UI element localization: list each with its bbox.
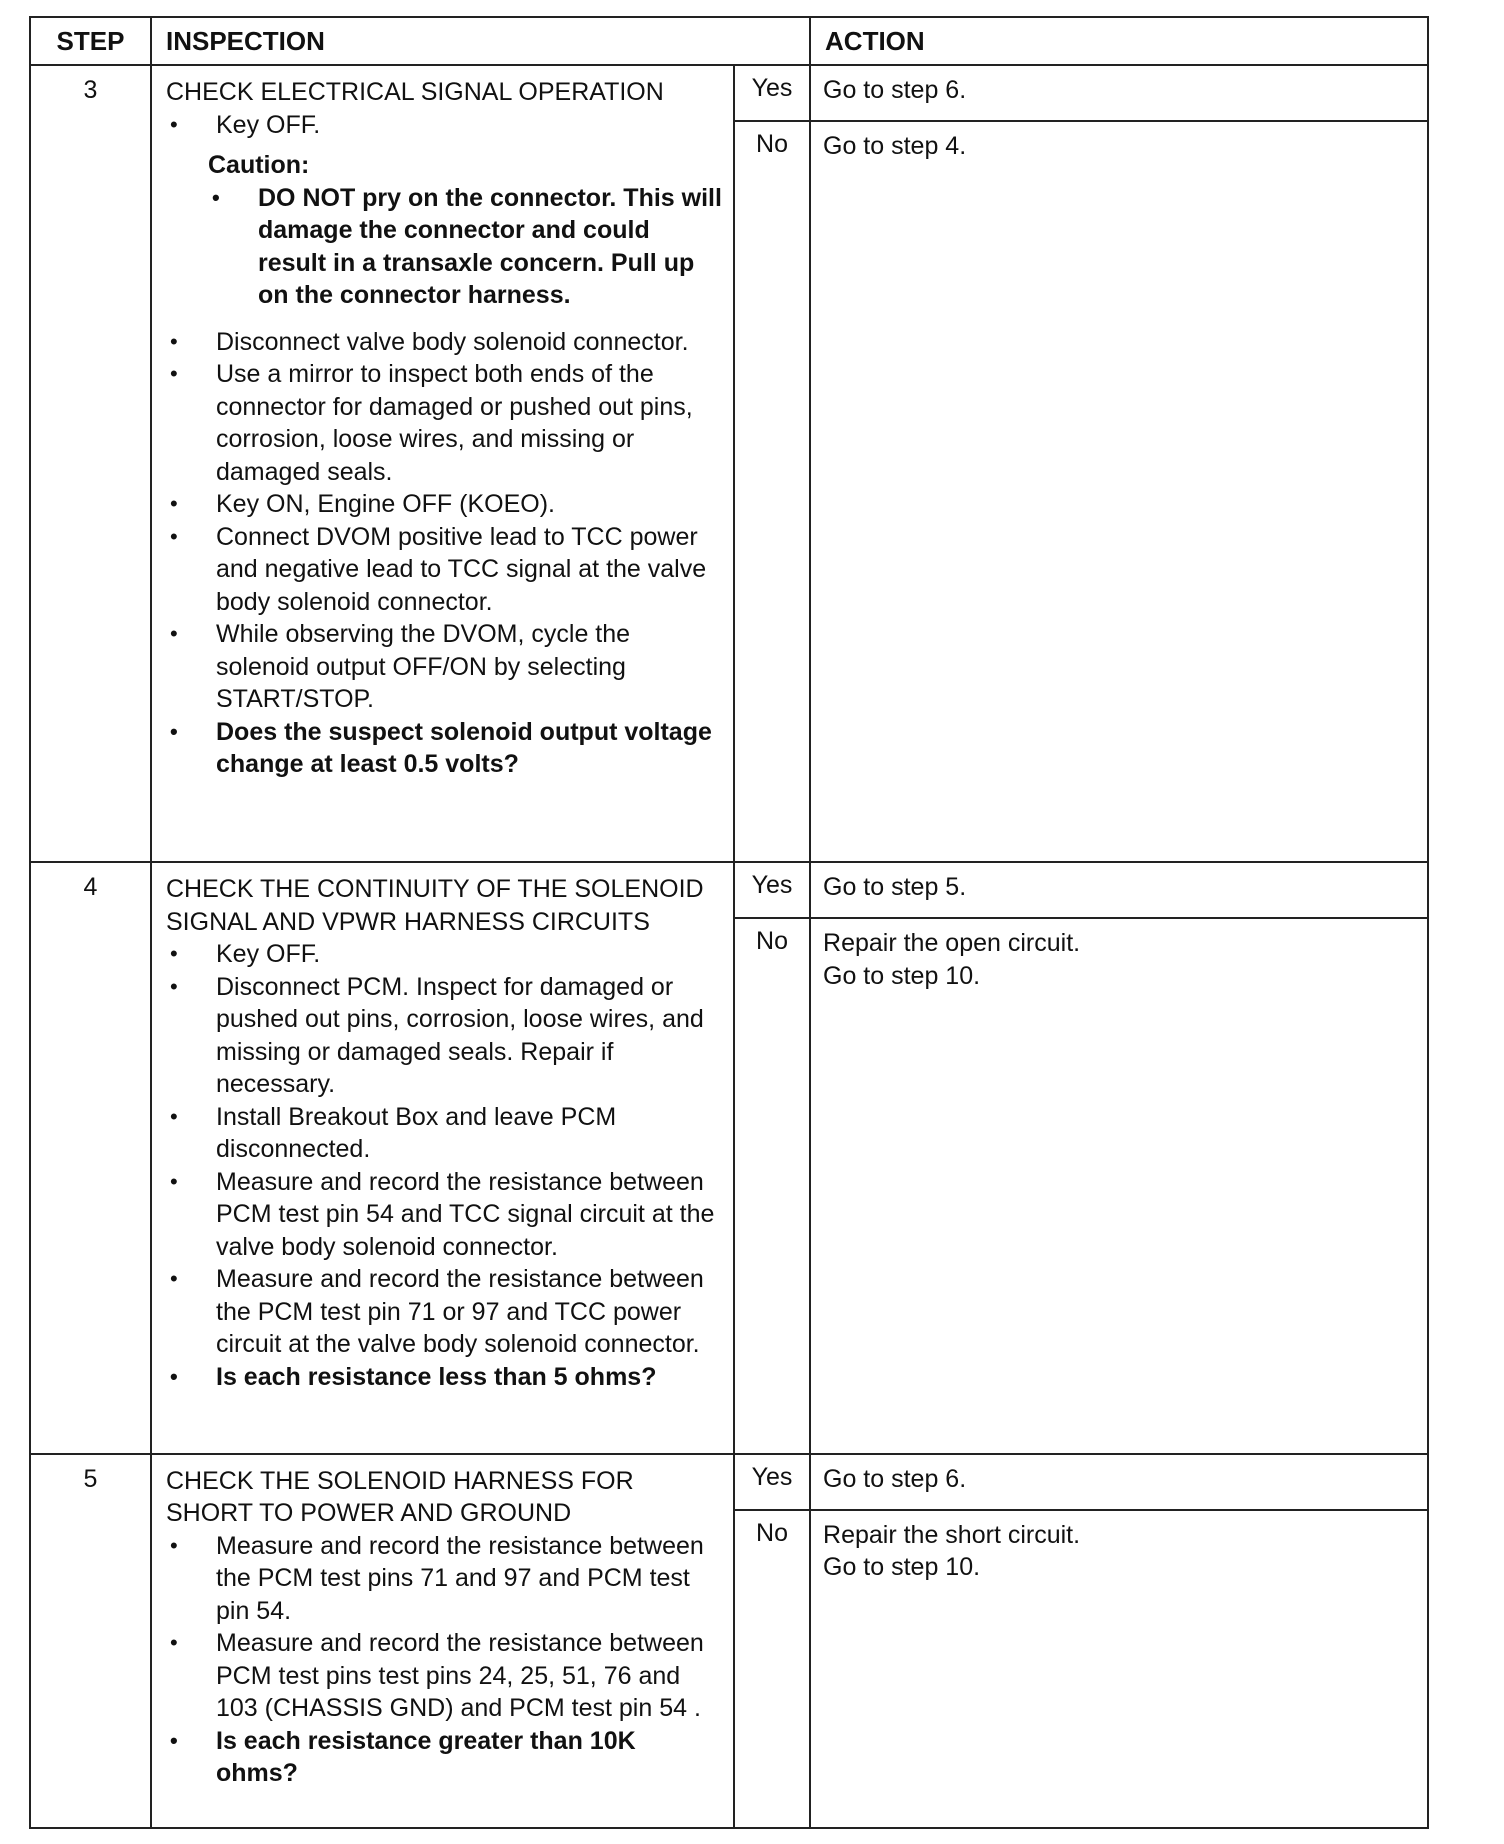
no-label: No bbox=[734, 121, 810, 862]
no-action bbox=[810, 1510, 1428, 1828]
bullet-list bbox=[166, 938, 723, 1393]
step-number: 3 bbox=[30, 65, 151, 862]
table-row bbox=[30, 1454, 1428, 1510]
inspection-title: CHECK THE SOLENOID HARNESS FOR SHORT TO POWER AND GROUND bbox=[166, 1466, 634, 1528]
inspection-cell bbox=[151, 1454, 734, 1828]
list-item: • Measure and record the resistance between PCM test pin 54 and TCC signal circuit at the valve body solenoid connector. bbox=[166, 1166, 723, 1264]
list-item: • While observing the DVOM, cycle the solenoid output OFF/ON by selecting START/STOP. bbox=[166, 618, 723, 716]
list-item: • Measure and record the resistance between PCM test pins test pins 24, 25, 51, 76 and 103 (CHASSIS GND) and PCM test pin 54 . bbox=[166, 1627, 723, 1725]
bullet-list bbox=[166, 326, 723, 781]
header-step: STEP bbox=[30, 17, 151, 65]
yes-label: Yes bbox=[734, 1454, 810, 1510]
yes-action: Go to step 6. bbox=[810, 1454, 1428, 1510]
header-row bbox=[30, 17, 1428, 65]
list-item: • Disconnect PCM. Inspect for damaged or pushed out pins, corrosion, loose wires, and missing or damaged seals. Repair if necessary. bbox=[166, 971, 723, 1101]
list-item: • Disconnect valve body solenoid connector. bbox=[166, 326, 723, 359]
action-line: Go to step 10. bbox=[823, 1553, 981, 1582]
question: • Does the suspect solenoid output voltage change at least 0.5 volts? bbox=[166, 716, 723, 781]
list-item: • Measure and record the resistance between the PCM test pin 71 or 97 and TCC power circuit at the valve body solenoid connector. bbox=[166, 1263, 723, 1361]
list-item: • Key OFF. bbox=[166, 109, 723, 142]
diagnostic-table bbox=[29, 16, 1429, 1829]
bullet-list bbox=[166, 109, 723, 142]
list-item: • Install Breakout Box and leave PCM disconnected. bbox=[166, 1101, 723, 1166]
question: • Is each resistance greater than 10K ohms? bbox=[166, 1725, 723, 1790]
table-row bbox=[30, 65, 1428, 121]
caution-label: Caution: bbox=[208, 151, 310, 179]
list-item: • Connect DVOM positive lead to TCC power and negative lead to TCC signal at the valve body solenoid connector. bbox=[166, 521, 723, 619]
list-item: • Measure and record the resistance between the PCM test pins 71 and 97 and PCM test pin 54. bbox=[166, 1530, 723, 1628]
inspection-title: CHECK ELECTRICAL SIGNAL OPERATION bbox=[166, 78, 664, 106]
no-label: No bbox=[734, 1510, 810, 1828]
no-action bbox=[810, 918, 1428, 1454]
yes-action: Go to step 5. bbox=[810, 862, 1428, 918]
action-line: Repair the short circuit. bbox=[823, 1520, 1081, 1549]
no-action bbox=[810, 121, 1428, 862]
list-item: • Key OFF. bbox=[166, 938, 723, 971]
inspection-title: CHECK THE CONTINUITY OF THE SOLENOID SIGNAL AND VPWR HARNESS CIRCUITS bbox=[166, 875, 704, 936]
caution-text: • DO NOT pry on the connector. This will damage the connector and could result in a transaxle concern. Pull up on the connector harness. bbox=[208, 182, 723, 312]
header-inspection: INSPECTION bbox=[151, 17, 810, 65]
no-label: No bbox=[734, 918, 810, 1454]
question: • Is each resistance less than 5 ohms? bbox=[166, 1361, 723, 1394]
bullet-list bbox=[166, 1530, 723, 1790]
caution-block bbox=[208, 149, 723, 312]
list-item: • Key ON, Engine OFF (KOEO). bbox=[166, 488, 723, 521]
action-line: Go to step 10. bbox=[823, 961, 981, 990]
yes-label: Yes bbox=[734, 862, 810, 918]
action-line: Go to step 4. bbox=[823, 132, 967, 160]
yes-action: Go to step 6. bbox=[810, 65, 1428, 121]
action-line: Repair the open circuit. bbox=[823, 929, 1081, 958]
step-number: 5 bbox=[30, 1454, 151, 1828]
inspection-cell bbox=[151, 65, 734, 862]
inspection-cell bbox=[151, 862, 734, 1454]
step-number: 4 bbox=[30, 862, 151, 1454]
yes-label: Yes bbox=[734, 65, 810, 121]
table-row bbox=[30, 862, 1428, 918]
list-item: • Use a mirror to inspect both ends of the connector for damaged or pushed out pins, corrosion, loose wires, and missing or damaged seals. bbox=[166, 358, 723, 488]
header-action: ACTION bbox=[810, 17, 1428, 65]
